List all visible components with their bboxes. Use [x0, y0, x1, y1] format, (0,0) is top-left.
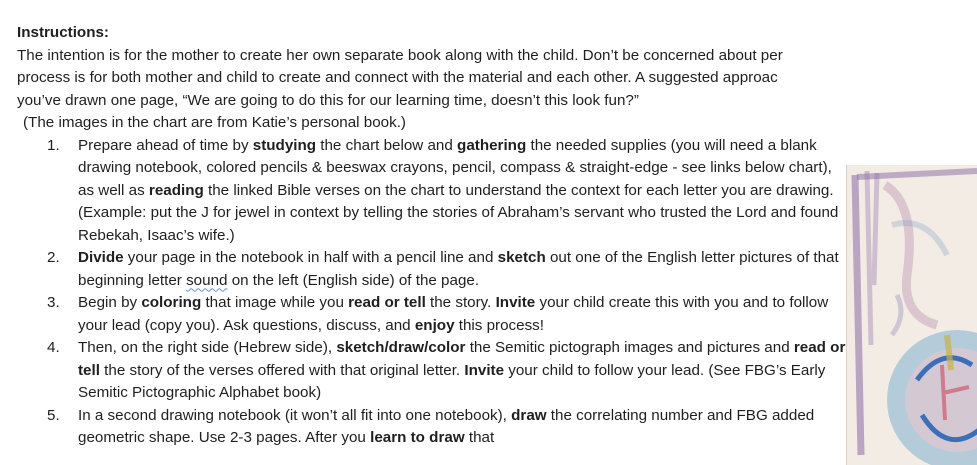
step-2: 2. Divide your page in the notebook in half with a pencil line and sketch out one of the English letter pictures of that beginning letter sound on the left (English side) of the page. [47, 249, 839, 289]
step-5: 5. In a second drawing notebook (it won’t all fit into one notebook), draw the correlating number and FBG added geometric shape. Use 2-3 pages. After you learn to draw that [47, 406, 815, 446]
intro-line-3: you’ve drawn one page, “We are going to do this for our learning time, doesn’t this look fun?” [17, 91, 639, 109]
step-number: 4. [47, 339, 60, 356]
instructions-heading: Instructions: [17, 24, 109, 41]
steps-list [17, 135, 977, 450]
step-number: 5. [47, 406, 60, 424]
instructions-document [17, 22, 977, 450]
intro-line-1: The intention is for the mother to create her own separate book along with the child. Don’t be concerned about per [17, 46, 783, 64]
intro-line-2: process is for both mother and child to create and connect with the material and each other. A suggested approac [17, 69, 778, 86]
spellcheck-word: sound [186, 271, 228, 289]
step-number: 3. [47, 294, 60, 311]
step-number: 1. [47, 136, 60, 154]
step-4: 4. Then, on the right side (Hebrew side), sketch/draw/color the Semitic pictograph images and pictures and read or tell the story of the verses offered with that original letter. Invite your child to follow your lead. (See FBG’s Early Semitic Pictographic Alphabet book) [47, 339, 846, 401]
step-3: 3. Begin by coloring that image while you read or tell the story. Invite your child create this with you and to follow your lead (copy you). Ask questions, discuss, and enjoy this process! [47, 294, 829, 334]
images-note: (The images in the chart are from Katie’s personal book.) [23, 114, 406, 131]
step-number: 2. [47, 249, 60, 266]
step-1: 1. Prepare ahead of time by studying the chart below and gathering the needed supplies (you will need a blank drawing notebook, colored pencils & beeswax crayons, pencil, compass & straight-edge - see links below chart), as well as reading the linked Bible verses on the chart to understand the context for each letter you are drawing. (Example: put the J for jewel in context by telling the stories of Abraham’s servant who trusted the Lord and found Rebekah, Isaac’s wife.) [47, 136, 839, 244]
crayon-drawing-icon [847, 165, 977, 465]
crayon-drawing-image [846, 165, 977, 465]
